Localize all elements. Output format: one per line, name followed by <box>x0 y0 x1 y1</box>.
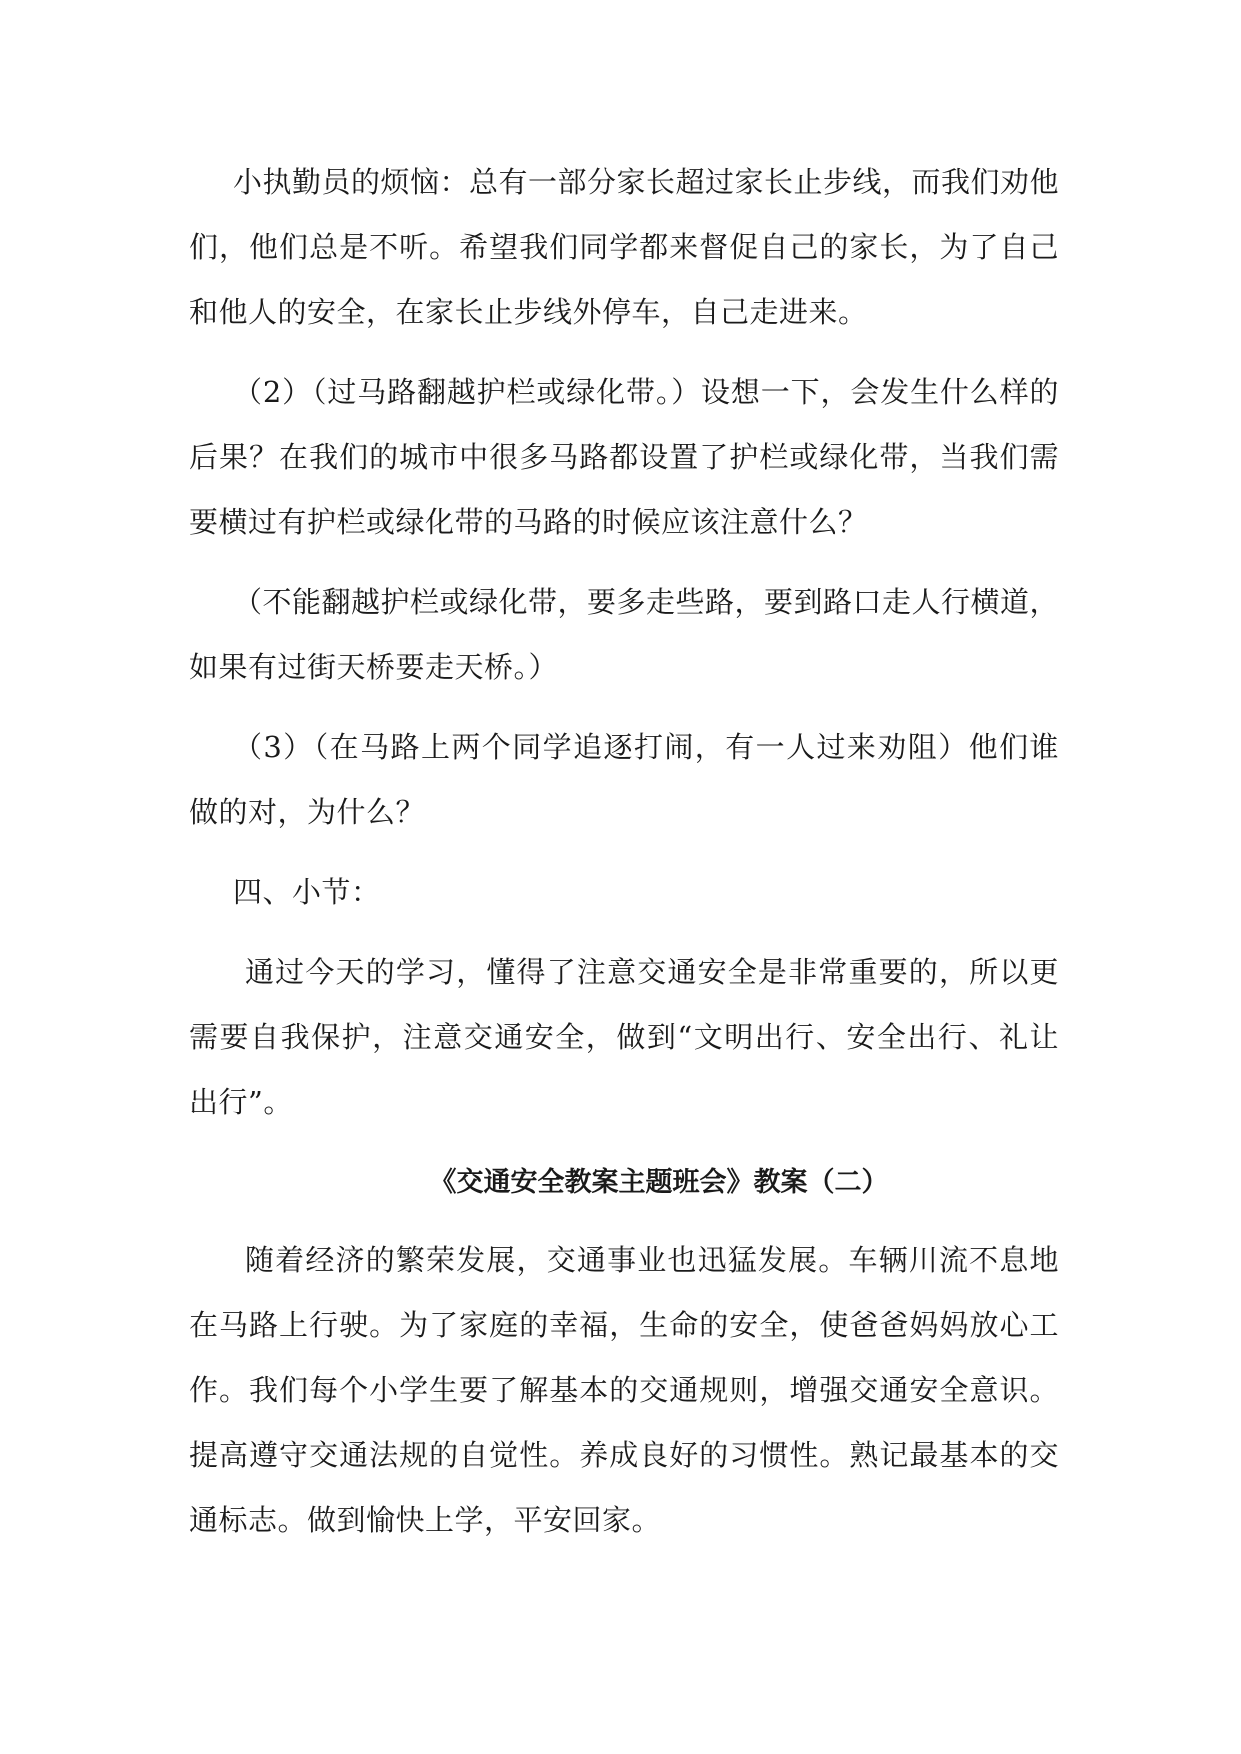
paragraph-answer-2: （不能翻越护栏或绿化带，要多走些路，要到路口走人行横道，如果有过街天桥要走天桥。） <box>189 585 1060 684</box>
paragraph-summary-heading: 四、小节： <box>233 875 381 909</box>
document-body <box>189 150 1059 1553</box>
paragraph-intro: 随着经济的繁荣发展，交通事业也迅猛发展。车辆川流不息地在马路上行驶。为了家庭的幸福，生命的安全，使爸爸妈妈放心工作。我们每个小学生要了解基本的交通规则，增强交通安全意识。提高遵守交通法规的自觉性。养成良好的习惯性。熟记最基本的交通标志。做到愉快上学，平安回家。 <box>189 1243 1059 1537</box>
paragraph-duty-student: 小执勤员的烦恼：总有一部分家长超过家长止步线，而我们劝他们，他们总是不听。希望我们同学都来督促自己的家长，为了自己和他人的安全，在家长止步线外停车，自己走进来。 <box>189 165 1060 329</box>
paragraph-summary: 通过今天的学习，懂得了注意交通安全是非常重要的，所以更需要自我保护，注意交通安全，做到“文明出行、安全出行、礼让出行”。 <box>189 955 1059 1119</box>
paragraph-question-3: （3）（在马路上两个同学追逐打闹，有一人过来劝阻）他们谁做的对，为什么？ <box>189 730 1059 829</box>
paragraph-question-2: （2）（过马路翻越护栏或绿化带。）设想一下，会发生什么样的后果？在我们的城市中很多马路都设置了护栏或绿化带，当我们需要横过有护栏或绿化带的马路的时候应该注意什么？ <box>189 375 1059 539</box>
section-title: 《交通安全教案主题班会》教案（二） <box>429 1167 889 1198</box>
